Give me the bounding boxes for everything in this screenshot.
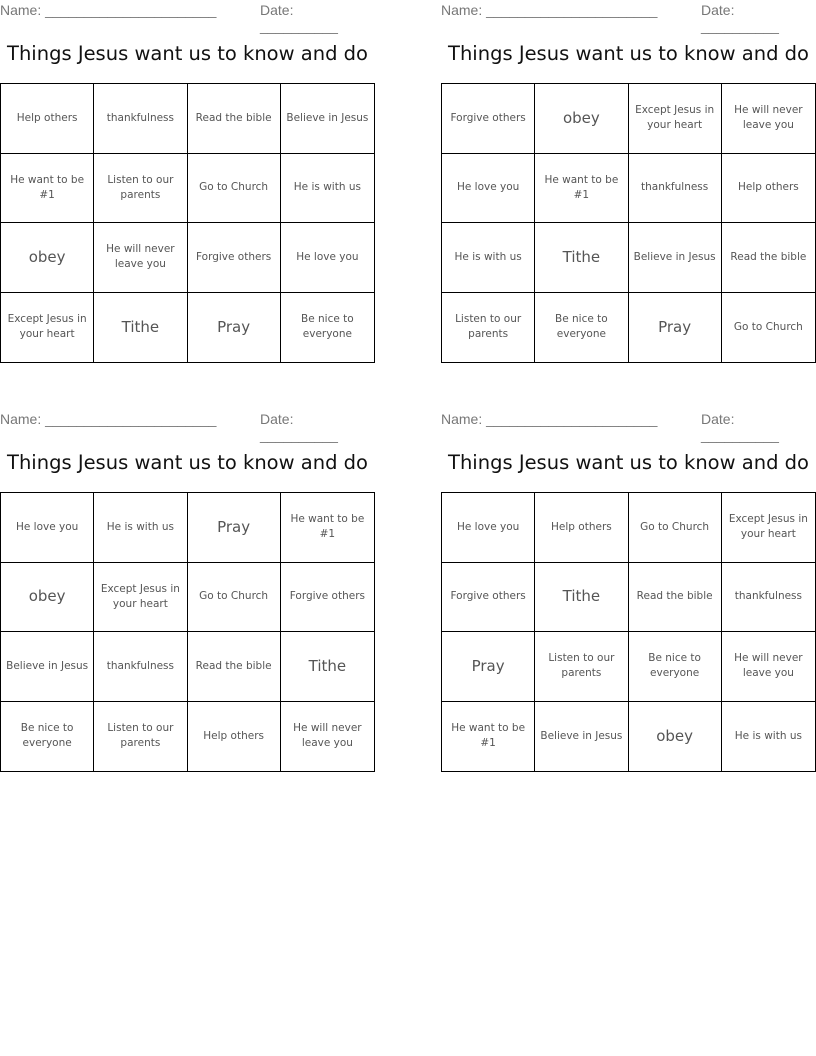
bingo-cell: Go to Church — [188, 154, 281, 224]
bingo-cell: obey — [535, 84, 628, 154]
bingo-cell: He want to be #1 — [442, 702, 535, 772]
name-date-row — [0, 2, 375, 34]
bingo-cell: Be nice to everyone — [301, 313, 354, 341]
bingo-cell: He want to be #1 — [535, 154, 628, 224]
bingo-cell: Help others — [188, 702, 281, 772]
bingo-card — [441, 409, 816, 774]
bingo-cell: Tithe — [281, 632, 374, 702]
bingo-cell: He want to be #1 — [281, 493, 374, 563]
name-field[interactable]: Name: ______________________ — [0, 2, 217, 18]
bingo-card — [0, 0, 375, 365]
bingo-cell: Believe in Jesus — [629, 223, 722, 293]
bingo-cell: Forgive others — [442, 84, 535, 154]
bingo-cell: Tithe — [535, 563, 628, 633]
bingo-cell: thankfulness — [94, 84, 187, 154]
bingo-cell: Go to Church — [629, 493, 722, 563]
bingo-cell: Be nice to everyone — [1, 702, 94, 772]
card-title: Things Jesus want us to know and do — [448, 451, 809, 474]
bingo-card — [0, 409, 375, 774]
bingo-cell: obey — [1, 563, 94, 633]
name-date-row — [441, 2, 816, 34]
bingo-cell: He is with us — [734, 729, 802, 742]
bingo-cell: thankfulness — [629, 154, 722, 224]
name-field[interactable]: Name: ______________________ — [441, 411, 658, 427]
bingo-cell: Go to Church — [188, 563, 281, 633]
bingo-cell: thankfulness — [94, 632, 187, 702]
bingo-cell: Believe in Jesus — [281, 84, 374, 154]
bingo-cell: Listen to our parents — [94, 154, 187, 224]
bingo-cell: He want to be #1 — [1, 154, 94, 224]
bingo-cell: Be nice to everyone — [535, 293, 628, 363]
bingo-cell: Except Jesus in your heart — [722, 493, 815, 563]
name-date-row — [441, 411, 816, 443]
bingo-cell: Read the bible — [629, 563, 722, 633]
date-field[interactable]: Date: __________ — [701, 2, 779, 34]
bingo-cell: Help others — [722, 154, 815, 224]
bingo-cell: He love you — [1, 493, 94, 563]
bingo-cell: He is with us — [281, 154, 374, 224]
bingo-cell: Listen to our parents — [442, 293, 535, 363]
bingo-cell: Tithe — [535, 223, 628, 293]
bingo-cell: Help others — [1, 84, 94, 154]
bingo-grid — [441, 83, 816, 363]
bingo-cell: Believe in Jesus — [1, 632, 94, 702]
bingo-cell: Help others — [535, 493, 628, 563]
name-field[interactable]: Name: ______________________ — [0, 411, 217, 427]
bingo-cell: Believe in Jesus — [535, 702, 628, 772]
card-title: Things Jesus want us to know and do — [7, 451, 368, 474]
bingo-cell: He will never leave you — [722, 632, 815, 702]
date-field[interactable]: Date: __________ — [260, 411, 338, 443]
bingo-cell: Forgive others — [281, 563, 374, 633]
bingo-cell: Tithe — [94, 293, 187, 363]
bingo-grid — [0, 83, 375, 363]
name-date-row — [0, 411, 375, 443]
bingo-cell: He will never leave you — [94, 223, 187, 293]
bingo-cell: Read the bible — [188, 84, 281, 154]
bingo-card — [441, 0, 816, 365]
bingo-cell: Listen to our parents — [535, 632, 628, 702]
name-field[interactable]: Name: ______________________ — [441, 2, 658, 18]
bingo-cell: He love you — [281, 223, 374, 293]
bingo-cell: obey — [1, 223, 94, 293]
card-title: Things Jesus want us to know and do — [7, 42, 368, 65]
bingo-cell: Forgive others — [188, 223, 281, 293]
card-title: Things Jesus want us to know and do — [448, 42, 809, 65]
bingo-cell: Read the bible — [188, 632, 281, 702]
bingo-cell: Read the bible — [722, 223, 815, 293]
bingo-cell: Pray — [629, 293, 722, 363]
bingo-cell: He is with us — [442, 223, 535, 293]
bingo-cell: He is with us — [94, 493, 187, 563]
date-field[interactable]: Date: __________ — [701, 411, 779, 443]
bingo-cell: Listen to our parents — [94, 702, 187, 772]
bingo-cell: Forgive others — [442, 563, 535, 633]
bingo-cell: Except Jesus in your heart — [629, 84, 722, 154]
bingo-cell: thankfulness — [722, 563, 815, 633]
bingo-cell: He love you — [442, 154, 535, 224]
bingo-cell: Except Jesus in your heart — [94, 563, 187, 633]
bingo-grid — [0, 492, 375, 772]
bingo-cell: Pray — [442, 632, 535, 702]
bingo-cell: Pray — [188, 293, 281, 363]
bingo-cell: Except Jesus in your heart — [1, 293, 94, 363]
bingo-cell: Pray — [188, 493, 281, 563]
bingo-grid — [441, 492, 816, 772]
date-field[interactable]: Date: __________ — [260, 2, 338, 34]
bingo-cell: He will never leave you — [293, 722, 362, 750]
bingo-cell: He will never leave you — [722, 84, 815, 154]
bingo-cell: obey — [629, 702, 722, 772]
bingo-cell: Go to Church — [733, 320, 803, 333]
bingo-cell: Be nice to everyone — [629, 632, 722, 702]
bingo-cell: He love you — [442, 493, 535, 563]
